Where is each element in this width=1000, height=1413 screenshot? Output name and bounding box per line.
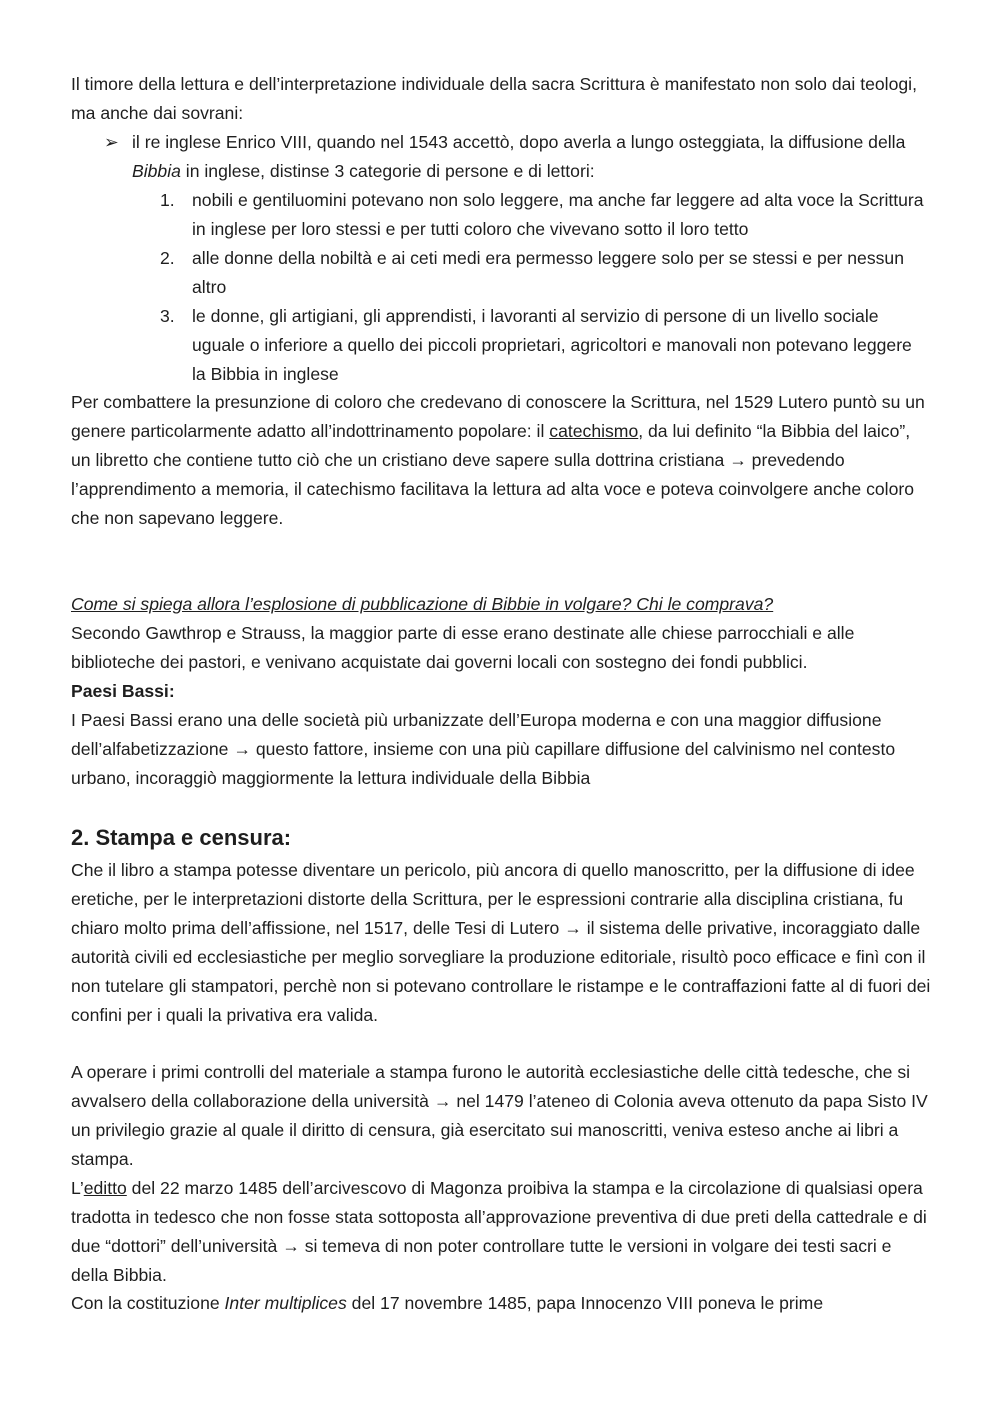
list-number: 1.	[160, 190, 175, 210]
paesi-bassi-title: Paesi Bassi:	[71, 681, 175, 701]
list-number: 2.	[160, 248, 175, 268]
catechismo-paragraph: Per combattere la presunzione di coloro che credevano di conoscere la Scrittura, nel 1529 Lutero puntò su un genere particolarmente adatto all’indottrinamento popolare: il catechismo, da lui definito “la Bibbia del laico”, un libretto che contiene tutto ciò che un cristiano deve sapere sulla dottrina cristiana → prevedendo l’apprendimento a memoria, il catechismo facilitava la lettura ad alta voce e poteva coinvolgere anche coloro che non sapevano leggere.	[71, 392, 925, 528]
bullet-item-enrico-viii	[104, 128, 934, 186]
section2-paragraph-3: L’editto del 22 marzo 1485 dell’arcivescovo di Magonza proibiva la stampa e la circolazione di qualsiasi opera tradotta in tedesco che non fosse stata sottoposta all’approvazione preventiva di due preti della cattedrale e di due “dottori” dell’università → si temeva di non poter controllare tutte le versioni in volgare dei testi sacri e della Bibbia.	[71, 1178, 927, 1285]
bullet-text: il re inglese Enrico VIII, quando nel 1543 accettò, dopo averla a lungo osteggiata, la diffusione della Bibbia in inglese, distinse 3 categorie di persone e di lettori:	[132, 132, 906, 181]
list-item: 3. le donne, gli artigiani, gli apprendisti, i lavoranti al servizio di persone di un livello sociale uguale o inferiore a quello dei piccoli proprietari, agricoltori e manovali non potevano leggere la Bibbia in inglese	[160, 302, 930, 389]
gawthrop-paragraph: Secondo Gawthrop e Strauss, la maggior parte di esse erano destinate alle chiese parrocchiali e alle biblioteche dei pastori, e venivano acquistate dai governi locali con sostegno dei fondi pubblici.	[71, 623, 855, 672]
arrow-bullet-icon: ➢	[104, 132, 119, 152]
bibbia-italic: Bibbia	[132, 161, 181, 181]
paesi-bassi-paragraph: I Paesi Bassi erano una delle società più urbanizzate dell’Europa moderna e con una maggior diffusione dell’alfabetizzazione → questo fattore, insieme con una più capillare diffusione del calvinismo nel contesto urbano, incoraggiò maggiormente la lettura individuale della Bibbia	[71, 710, 896, 788]
section2-paragraph-1: Che il libro a stampa potesse diventare un pericolo, più ancora di quello manoscritto, per la diffusione di idee eretiche, per le interpretazioni distorte della Scrittura, per le espressioni contrarie alla disciplina cristiana, fu chiaro molto prima dell’affissione, nel 1517, delle Tesi di Lutero → il sistema delle privative, incoraggiato dalle autorità civili ed ecclesiastiche per meglio sorvegliare la produzione editoriale, risultò poco efficace e finì con il non tutelare gli stampatori, perchè non si potevano controllare le ristampe e le contraffazioni fatte al di fuori dei confini per i quali la privativa era valida.	[71, 860, 931, 1025]
catechismo-link[interactable]: catechismo	[549, 421, 639, 441]
categories-list	[160, 186, 930, 389]
section2-paragraph-2: A operare i primi controlli del materiale a stampa furono le autorità ecclesiastiche delle città tedesche, che si avvalsero della collaborazione della università → nel 1479 l’ateneo di Colonia aveva ottenuto da papa Sisto IV un privilegio grazie al quale il diritto di censura, già esercitato sui manoscritti, veniva esteso anche ai libri a stampa.	[71, 1062, 928, 1169]
list-item: 1. nobili e gentiluomini potevano non solo leggere, ma anche far leggere ad alta voce la Scrittura in inglese per loro stessi e per tutti coloro che vivevano sotto il loro tetto	[160, 186, 930, 244]
section-heading: 2. Stampa e censura:	[71, 825, 292, 850]
section2-paragraph-4: Con la costituzione Inter multiplices del 17 novembre 1485, papa Innocenzo VIII poneva le prime	[71, 1293, 824, 1313]
intro-paragraph: Il timore della lettura e dell’interpretazione individuale della sacra Scrittura è manifestato non solo dai teologi, ma anche dai sovrani:	[71, 74, 917, 123]
editto-link[interactable]: editto	[83, 1178, 127, 1198]
list-item: 2. alle donne della nobiltà e ai ceti medi era permesso leggere solo per se stessi e per nessun altro	[160, 244, 930, 302]
list-number: 3.	[160, 306, 175, 326]
inter-multiplices-italic: Inter multiplices	[224, 1293, 347, 1313]
question-paragraph: Come si spiega allora l’esplosione di pubblicazione di Bibbie in volgare? Chi le comprava?	[71, 594, 774, 614]
